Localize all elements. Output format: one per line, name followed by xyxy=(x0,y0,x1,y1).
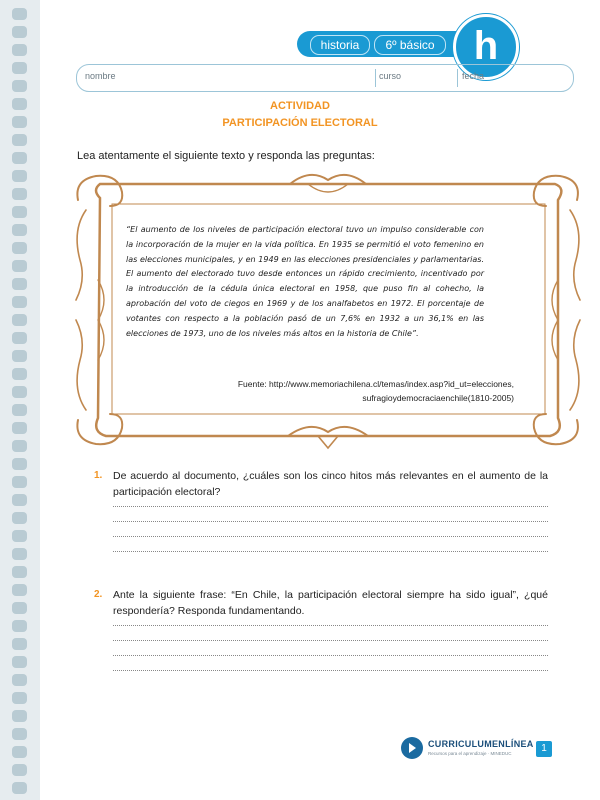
binder-ring xyxy=(12,386,27,398)
binder-ring xyxy=(12,566,27,578)
binder-ring xyxy=(12,440,27,452)
binder-ring xyxy=(12,206,27,218)
binder-ring xyxy=(12,692,27,704)
grade-badge: 6º básico xyxy=(374,35,446,55)
page-number: 1 xyxy=(536,741,552,757)
curriculum-logo-icon xyxy=(401,737,423,759)
binder-ring xyxy=(12,242,27,254)
activity-label: ACTIVIDAD xyxy=(270,100,330,112)
binder-ring xyxy=(12,8,27,20)
binder-ring xyxy=(12,62,27,74)
question-2-number: 2. xyxy=(94,589,103,600)
course-field-label: curso xyxy=(379,71,402,81)
source-quote: “El aumento de los niveles de participación electoral tuvo un impulso considerable con la incorporación de la mujer en la vida política. En 1935 se permitió el voto femenino en las elecciones municipales, y en 1949 en las elecciones presidenciales y parlamentarias. El aumento del electorado tuvo desde entonces un rápido crecimiento, incentivado por la introducción de la cédula única electoral en 1958, que puso fin al cohecho, la aprobación del voto de ciegos en 1969 y de los analfabetos en 1972. El porcentaje de votantes con respecto a la población pasó de un 7,6% en 1932 a un 36,1% en las elecciones de 1973, uno de los niveles más altos en la historia de Chile”. xyxy=(126,225,484,338)
source-line-1: Fuente: http://www.memoriachilena.cl/temas/index.asp?id_ut=elecciones, xyxy=(237,379,514,389)
binder-ring xyxy=(12,296,27,308)
binder-ring xyxy=(12,512,27,524)
source-citation xyxy=(130,377,514,405)
binder-ring xyxy=(12,224,27,236)
binder-ring xyxy=(12,314,27,326)
binder-ring xyxy=(12,188,27,200)
brand-name: CURRICULUMENLÍNEA xyxy=(428,739,534,749)
binder-ring xyxy=(12,620,27,632)
answer-line[interactable] xyxy=(113,670,548,671)
binder-ring xyxy=(12,80,27,92)
answer-line[interactable] xyxy=(113,655,548,656)
binder-ring xyxy=(12,332,27,344)
binder-ring xyxy=(12,260,27,272)
binder-ring xyxy=(12,674,27,686)
date-field-label: fecha xyxy=(462,71,485,81)
binder-ring xyxy=(12,422,27,434)
answer-line[interactable] xyxy=(113,551,548,552)
binder-ring xyxy=(12,530,27,542)
question-2-text: Ante la siguiente frase: “En Chile, la participación electoral siempre ha sido igual”, ¿qué respondería? Responda fundamentando. xyxy=(113,589,548,617)
binder-ring xyxy=(12,710,27,722)
answer-line[interactable] xyxy=(113,536,548,537)
binder-ring xyxy=(12,584,27,596)
activity-title: PARTICIPACIÓN ELECTORAL xyxy=(222,117,378,129)
binder-ring xyxy=(12,494,27,506)
instructions: Lea atentamente el siguiente texto y responda las preguntas: xyxy=(77,150,375,162)
subject-logo-icon: h xyxy=(453,14,519,80)
divider xyxy=(375,69,376,87)
answer-line[interactable] xyxy=(113,521,548,522)
question-1-number: 1. xyxy=(94,470,103,481)
binder-ring xyxy=(12,458,27,470)
binder-ring xyxy=(12,368,27,380)
subject-badge: historia xyxy=(310,35,370,55)
binder-ring xyxy=(12,656,27,668)
binder-ring xyxy=(12,476,27,488)
binder-ring xyxy=(12,548,27,560)
binder-ring xyxy=(12,764,27,776)
binder-ring xyxy=(12,350,27,362)
answer-line[interactable] xyxy=(113,640,548,641)
binder-ring xyxy=(12,134,27,146)
binder-ring xyxy=(12,26,27,38)
answer-line[interactable] xyxy=(113,625,548,626)
binder-ring xyxy=(12,170,27,182)
source-line-2: sufragioydemocraciaenchile(1810-2005) xyxy=(362,393,514,403)
binder-ring xyxy=(12,638,27,650)
brand-tagline: Recursos para el aprendizaje · MINEDUC xyxy=(428,751,512,756)
binder-ring xyxy=(12,404,27,416)
binder-ring xyxy=(12,278,27,290)
student-info-bar xyxy=(76,64,574,92)
binder-ring xyxy=(12,746,27,758)
answer-line[interactable] xyxy=(113,506,548,507)
name-field-label: nombre xyxy=(85,71,116,81)
binder-ring xyxy=(12,602,27,614)
binder-ring xyxy=(12,728,27,740)
question-1-text: De acuerdo al documento, ¿cuáles son los cinco hitos más relevantes en el aumento de la participación electoral? xyxy=(113,470,548,498)
binder-ring xyxy=(12,782,27,794)
divider xyxy=(457,69,458,87)
binder-ring xyxy=(12,152,27,164)
binder-ring xyxy=(12,44,27,56)
